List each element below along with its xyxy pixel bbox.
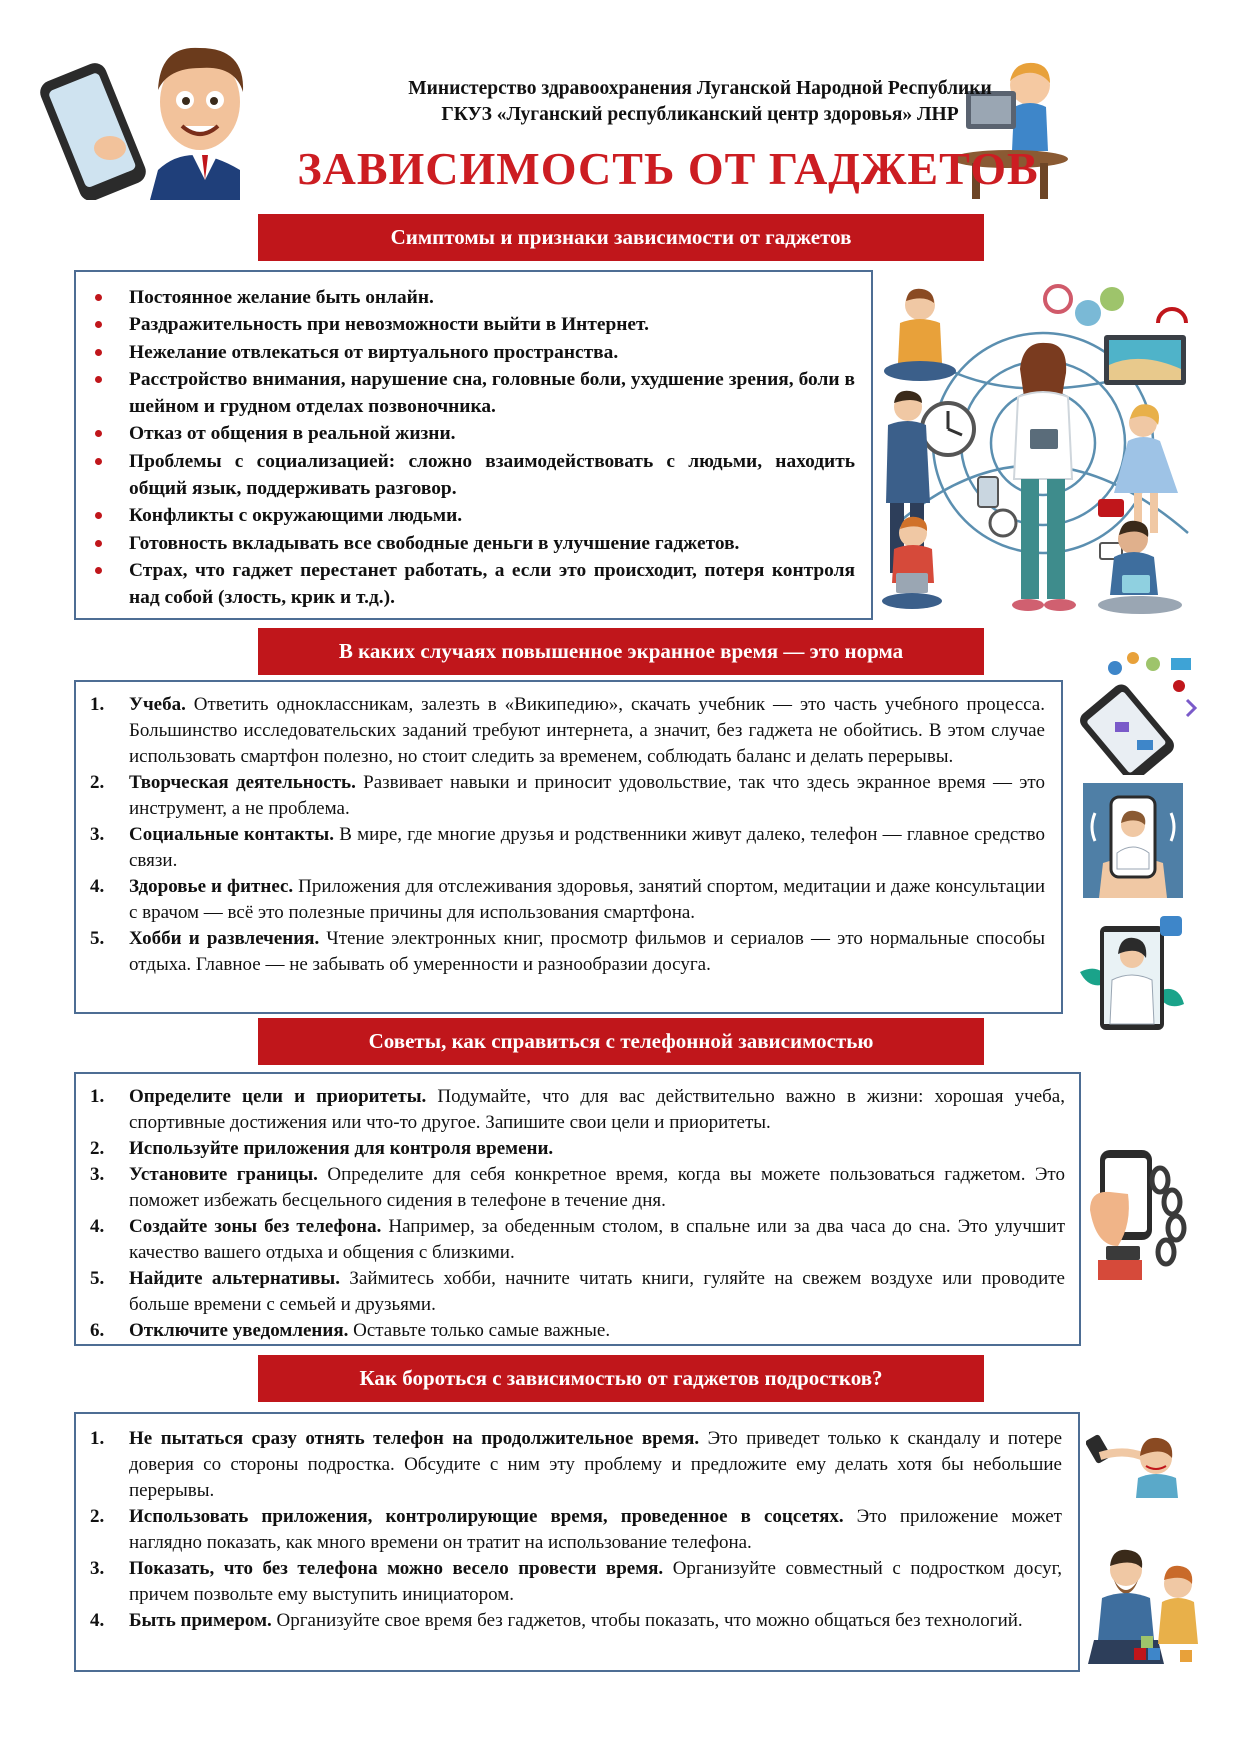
list-item: Нежелание отвлекаться от виртуального пространства. xyxy=(76,339,855,366)
item-number: 2. xyxy=(90,1138,105,1159)
video-call-doctor-illustration xyxy=(1083,783,1183,898)
family-playing-illustration xyxy=(1084,1540,1209,1670)
list-item xyxy=(76,1214,1065,1266)
list-item xyxy=(76,1556,1062,1608)
normal-screen-time-list xyxy=(76,692,1045,978)
item-lead: Найдите альтернативы. xyxy=(129,1268,340,1289)
list-item xyxy=(76,1162,1065,1214)
organization-line-2: ГКУЗ «Луганский республиканский центр здоровья» ЛНР xyxy=(441,104,959,125)
item-lead: Использовать приложения, контролирующие время, проведенное в соцсетях. xyxy=(129,1506,844,1527)
list-item: Отказ от общения в реальной жизни. xyxy=(76,420,855,447)
item-text: Займитесь хобби, начните читать книги, гуляйте на свежем воздухе или проводите больше времени с семьей и друзьями. xyxy=(129,1268,1065,1315)
list-item: Готовность вкладывать все свободные деньги в улучшение гаджетов. xyxy=(76,530,855,557)
item-text: Определите для себя конкретное время, когда вы можете пользоваться гаджетом. Это поможет избежать бесцельного сидения в телефоне в течение дня. xyxy=(129,1164,1065,1211)
list-item xyxy=(76,770,1045,822)
item-text: Это приложение может наглядно показать, как много времени он тратит на использование телефона. xyxy=(129,1506,1062,1553)
item-number: 3. xyxy=(90,1164,105,1185)
item-text: Оставьте только самые важные. xyxy=(348,1320,611,1341)
list-item xyxy=(76,1504,1062,1556)
item-lead: Хобби и развлечения. xyxy=(129,928,320,949)
normal-screen-time-box xyxy=(74,680,1063,1014)
tips-box xyxy=(74,1072,1081,1346)
chained-smartphone-icon xyxy=(1088,1150,1198,1280)
doctor-video-consultation-illustration xyxy=(1080,912,1185,1030)
item-number: 4. xyxy=(90,876,105,897)
teen-addiction-box xyxy=(74,1412,1080,1672)
item-lead: Творческая деятельность. xyxy=(129,772,356,793)
symptoms-list xyxy=(76,284,855,612)
item-text: Чтение электронных книг, просмотр фильмов и сериалов — это нормальные способы отдыха. Главное — не забывать об умеренности и разнообразии досуга. xyxy=(129,928,1046,975)
item-number: 4. xyxy=(90,1216,105,1237)
cartoon-man-with-smartphone-illustration xyxy=(40,20,255,200)
parent-taking-phone-illustration xyxy=(1086,1428,1186,1498)
item-text: Ответить одноклассникам, залезть в «Википедию», скачать учебник — это часть учебного процесса. Большинство исследовательских заданий требуют интернета, а значит, без гаджета не обойтись. В этом случае использовать смартфон полезно, но стоит следить за временем, соблюдать баланс и делать перерывы. xyxy=(129,694,1045,767)
item-lead: Быть примером. xyxy=(129,1610,272,1631)
symptoms-box xyxy=(74,270,873,620)
list-item: Раздражительность при невозможности выйти в Интернет. xyxy=(76,311,855,338)
list-item xyxy=(76,1318,1065,1344)
list-item: Страх, что гаджет перестанет работать, а если это происходит, потеря контроля над собой (злость, крик и т.д.). xyxy=(76,557,855,612)
page-title: ЗАВИСИМОСТЬ ОТ ГАДЖЕТОВ xyxy=(297,143,1039,194)
item-text: Организуйте свое время без гаджетов, чтобы показать, что можно общаться без технологий. xyxy=(271,1610,1023,1631)
list-item xyxy=(76,1608,1062,1634)
item-text: Организуйте совместный с подростком досуг, причем позвольте ему выступить инициатором. xyxy=(129,1558,1062,1605)
item-lead: Социальные контакты. xyxy=(129,824,335,845)
item-lead: Определите цели и приоритеты. xyxy=(129,1086,427,1107)
list-item: Расстройство внимания, нарушение сна, головные боли, ухудшение зрения, боли в шейном и грудном отделах позвоночника. xyxy=(76,366,855,421)
item-number: 1. xyxy=(90,694,105,715)
list-item xyxy=(76,1266,1065,1318)
item-lead: Создайте зоны без телефона. xyxy=(129,1216,382,1237)
item-lead: Показать, что без телефона можно весело провести время. xyxy=(129,1558,664,1579)
list-item xyxy=(76,822,1045,874)
item-number: 5. xyxy=(90,1268,105,1289)
item-lead: Установите границы. xyxy=(129,1164,318,1185)
list-item xyxy=(76,874,1045,926)
item-lead: Здоровье и фитнес. xyxy=(129,876,294,897)
item-number: 5. xyxy=(90,928,105,949)
children-with-gadgets-illustration xyxy=(878,283,1208,623)
section-heading-tips: Советы, как справиться с телефонной зависимостью xyxy=(258,1018,984,1065)
list-item xyxy=(76,1136,1065,1162)
list-item xyxy=(76,692,1045,770)
item-number: 3. xyxy=(90,1558,105,1579)
section-heading-teen-addiction: Как бороться с зависимостью от гаджетов подростков? xyxy=(258,1355,984,1402)
item-number: 1. xyxy=(90,1428,105,1449)
list-item xyxy=(76,926,1045,978)
item-text: Развивает навыки и приносит удовольствие, так что здесь экранное время — это инструмент, а не проблема. xyxy=(129,772,1045,819)
list-item xyxy=(76,1426,1062,1504)
teen-addiction-list xyxy=(76,1426,1062,1634)
item-lead: Учеба. xyxy=(129,694,186,715)
tips-list xyxy=(76,1084,1065,1344)
list-item: Проблемы с социализацией: сложно взаимодействовать с людьми, находить общий язык, поддерживать разговор. xyxy=(76,448,855,503)
item-number: 2. xyxy=(90,1506,105,1527)
item-text: Приложения для отслеживания здоровья, занятий спортом, медитации и даже консультации с врачом — всё это полезные причины для использования смартфона. xyxy=(129,876,1045,923)
item-lead: Используйте приложения для контроля времени. xyxy=(129,1138,554,1159)
smartphone-social-icons-illustration xyxy=(1075,650,1205,775)
section-heading-normal-screen-time: В каких случаях повышенное экранное время — это норма xyxy=(258,628,984,675)
item-number: 3. xyxy=(90,824,105,845)
item-text: Подумайте, что для вас действительно важно в жизни: хорошая учеба, спортивные достижения или что-то другое. Запишите свои цели и приоритеты. xyxy=(129,1086,1065,1133)
item-lead: Не пытаться сразу отнять телефон на продолжительное время. xyxy=(129,1428,700,1449)
item-number: 1. xyxy=(90,1086,105,1107)
item-lead: Отключите уведомления. xyxy=(129,1320,349,1341)
list-item xyxy=(76,1084,1065,1136)
organization-line-1: Министерство здравоохранения Луганской Народной Республики xyxy=(408,78,992,99)
item-text: Это приведет только к скандалу и потере доверия со стороны подростка. Обсудите с ним эту проблему и предложите ему делать хотя бы небольшие перерывы. xyxy=(129,1428,1062,1501)
item-number: 2. xyxy=(90,772,105,793)
list-item: Конфликты с окружающими людьми. xyxy=(76,502,855,529)
item-number: 4. xyxy=(90,1610,105,1631)
item-text: В мире, где многие друзья и родственники живут далеко, телефон — главное средство связи. xyxy=(129,824,1046,871)
item-number: 6. xyxy=(90,1320,105,1341)
list-item: Постоянное желание быть онлайн. xyxy=(76,284,855,311)
section-heading-symptoms: Симптомы и признаки зависимости от гаджетов xyxy=(258,214,984,261)
item-text: Например, за обеденным столом, в спальне или за два часа до сна. Это улучшит качество вашего отдыха и общения с близкими. xyxy=(129,1216,1065,1263)
